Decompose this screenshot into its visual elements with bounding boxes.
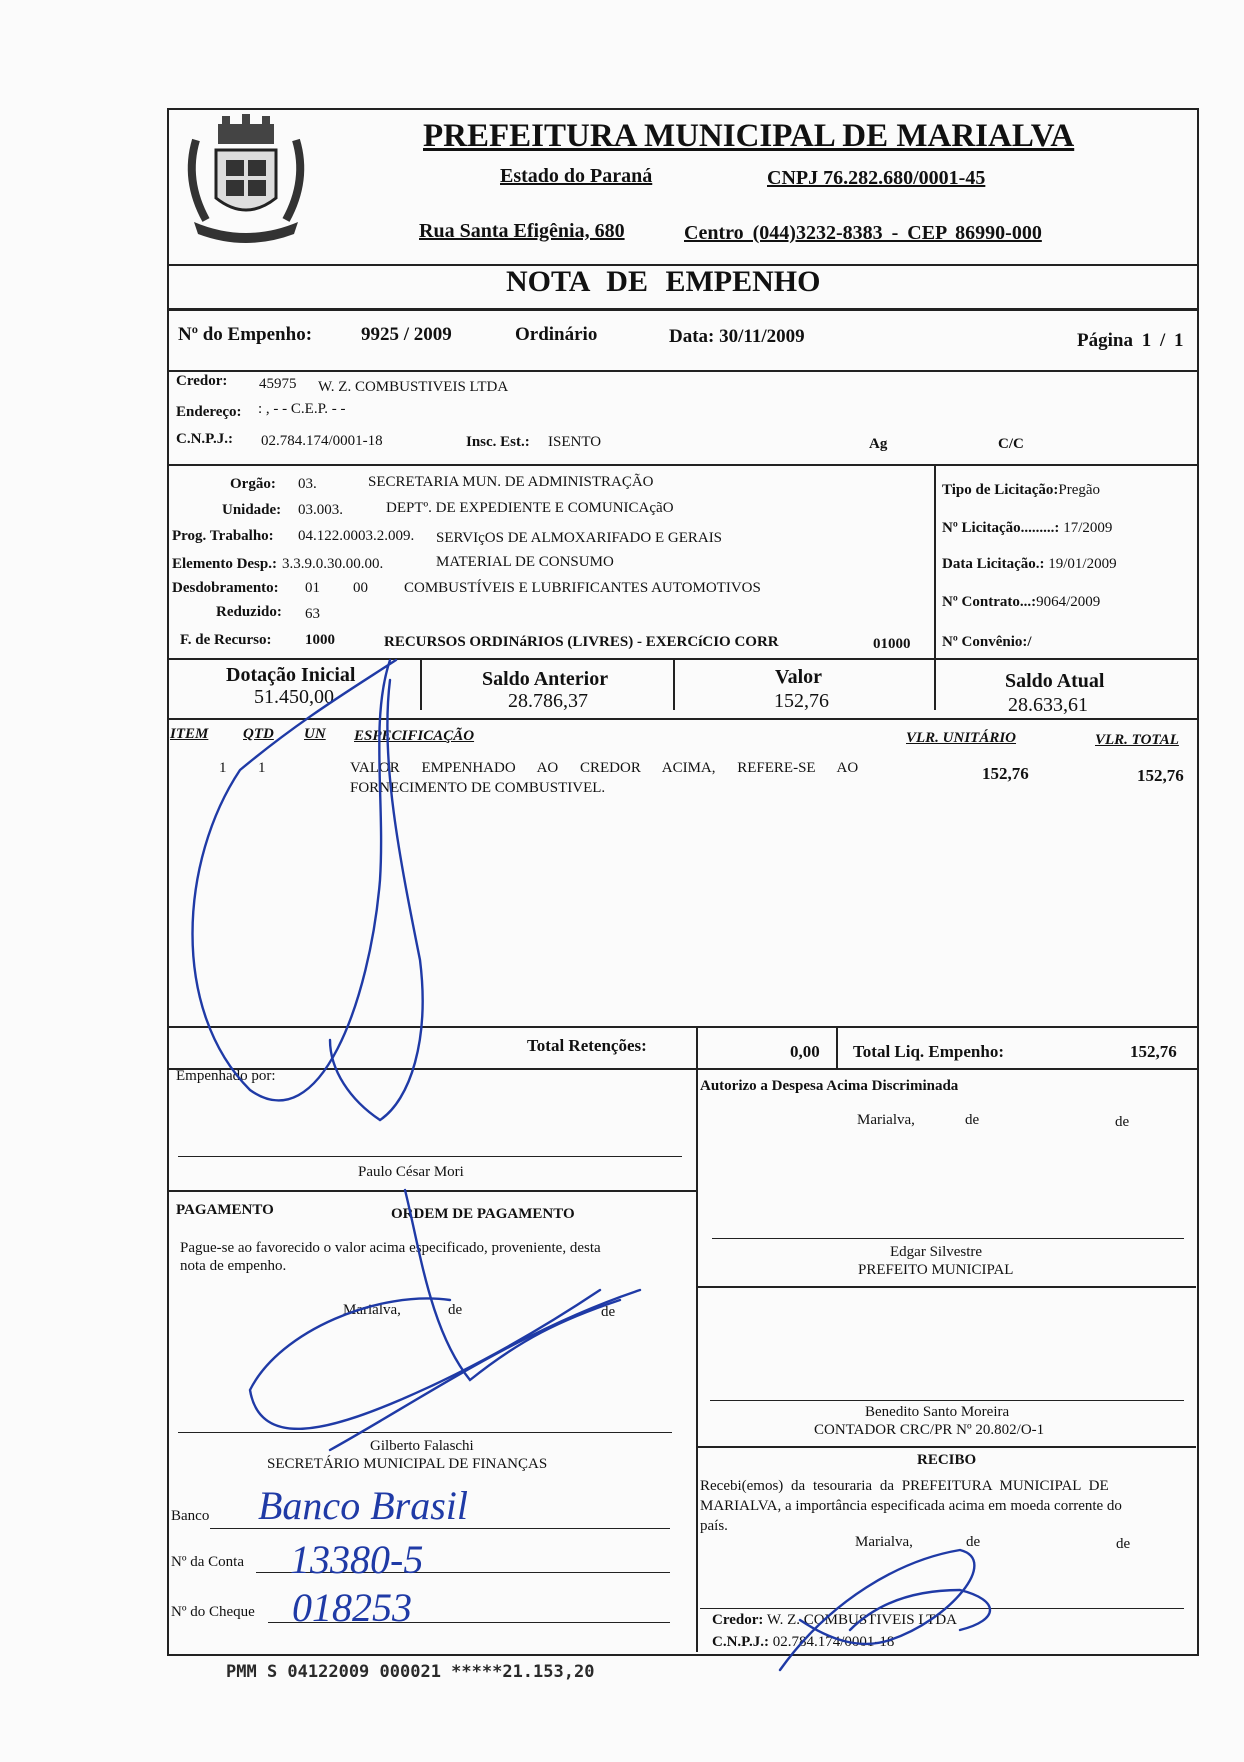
divider — [167, 1190, 697, 1192]
banco-label: Banco — [171, 1508, 210, 1524]
ag-label: Ag — [869, 436, 888, 452]
signature-line — [700, 1608, 1184, 1609]
recibo-de-2: de — [1116, 1536, 1131, 1552]
recibo-local: Marialva, — [855, 1534, 913, 1550]
licitacao-tipo-value: Pregão — [1058, 482, 1101, 498]
item-desc-line-2: FORNECIMENTO DE COMBUSTIVEL. — [350, 780, 606, 796]
pagamento-local: Marialva, — [343, 1302, 401, 1318]
recibo-credor-value: W. Z. COMBUSTIVEIS LTDA — [766, 1612, 958, 1628]
valor-value: 152,76 — [774, 690, 829, 712]
pagamento-de-1: de — [448, 1302, 463, 1318]
liquido-label: Total Liq. Empenho: — [853, 1042, 1004, 1061]
saldo-anterior-label: Saldo Anterior — [482, 668, 609, 690]
empenho-number: 9925 / 2009 — [361, 324, 452, 345]
signature-line — [178, 1156, 682, 1157]
reduzido-label: Reduzido: — [216, 604, 282, 620]
licitacao-data-label: Data Licitação.: — [942, 556, 1045, 572]
desdobramento-code-2: 00 — [353, 580, 368, 596]
divider — [696, 1446, 1196, 1448]
item-unit-value: 152,76 — [982, 764, 1029, 783]
licitacao-num-value: 17/2009 — [1063, 520, 1113, 536]
orgao-code: 03. — [298, 476, 317, 492]
divider — [167, 464, 1197, 466]
endereco-value: : , - - C.E.P. - - — [258, 401, 346, 417]
endereco-label: Endereço: — [176, 404, 242, 420]
saldo-atual-value: 28.633,61 — [1008, 694, 1088, 716]
financas-title: SECRETÁRIO MUNICIPAL DE FINANÇAS — [267, 1456, 548, 1472]
elemento-name: MATERIAL DE CONSUMO — [436, 554, 614, 570]
doc-title: NOTA DE EMPENHO — [506, 265, 821, 298]
signature-line — [178, 1432, 672, 1433]
recibo-label: RECIBO — [917, 1452, 977, 1468]
prefeito-title: PREFEITO MUNICIPAL — [858, 1262, 1014, 1278]
financas-name: Gilberto Falaschi — [370, 1438, 474, 1454]
col-total-header: VLR. TOTAL — [1095, 732, 1179, 748]
recibo-credor-label: Credor: — [712, 1612, 764, 1628]
divider — [167, 370, 1197, 372]
prog-label: Prog. Trabalho: — [172, 528, 274, 544]
street-label: Rua Santa Efigênia, 680 — [419, 220, 625, 242]
col-unitario-header: VLR. UNITÁRIO — [906, 730, 1017, 746]
col-especificacao-header: ESPECIFICAÇÃO — [354, 728, 475, 744]
credor-name: W. Z. COMBUSTIVEIS LTDA — [318, 379, 509, 395]
liquido-value: 152,76 — [1130, 1042, 1177, 1061]
licitacao-num-label: Nº Licitação.........: — [942, 520, 1060, 536]
desdobramento-label: Desdobramento: — [172, 580, 279, 596]
convenio-label: Nº Convênio:/ — [942, 634, 1032, 650]
fonte-label: F. de Recurso: — [180, 632, 272, 648]
cnpj-field-value: 02.784.174/0001-18 — [261, 433, 383, 449]
orgao-name: SECRETARIA MUN. DE ADMINISTRAÇÃO — [368, 474, 654, 490]
divider — [167, 1068, 1197, 1070]
unidade-label: Unidade: — [222, 502, 282, 518]
empenhado-label: Empenhado por: — [176, 1068, 276, 1084]
empenho-number-label: Nº do Empenho: — [178, 324, 313, 345]
col-qtd-header: QTD — [243, 726, 274, 742]
state-label: Estado do Paraná — [500, 165, 653, 187]
autorizo-local: Marialva, — [857, 1112, 915, 1128]
insc-label: Insc. Est.: — [466, 434, 530, 450]
fonte-name: RECURSOS ORDINáRIOS (LIVRES) - EXERCíCIO CORR — [384, 634, 779, 650]
contrato-value: 9064/2009 — [1036, 594, 1101, 610]
dotacao-label: Dotação Inicial — [226, 664, 356, 686]
address-label: Centro (044)3232-8383 - CEP 86990-000 — [684, 222, 1042, 244]
page-number: Página 1 / 1 — [1077, 330, 1184, 351]
ordem-label: ORDEM DE PAGAMENTO — [391, 1206, 575, 1222]
divider — [696, 1068, 698, 1652]
saldo-atual-label: Saldo Atual — [1005, 670, 1105, 692]
recibo-text-2: MARIALVA, a importância especificada acima em moeda corrente do — [700, 1498, 1122, 1514]
page-title: PREFEITURA MUNICIPAL DE MARIALVA — [423, 118, 1075, 154]
divider — [836, 1026, 838, 1070]
cnpj-label: CNPJ 76.282.680/0001-45 — [767, 167, 986, 189]
credor-code: 45975 — [259, 376, 297, 392]
cnpj-field-label: C.N.P.J.: — [176, 431, 233, 447]
banco-handwritten: Banco Brasil — [258, 1483, 468, 1528]
licitacao-data-value: 19/01/2009 — [1048, 556, 1117, 572]
pague-text-1: Pague-se ao favorecido o valor acima especificado, proveniente, desta — [180, 1240, 601, 1256]
fonte-number: 01000 — [873, 636, 911, 652]
dotacao-value: 51.450,00 — [254, 686, 334, 708]
contador-title: CONTADOR CRC/PR Nº 20.802/O-1 — [814, 1422, 1045, 1438]
col-un-header: UN — [304, 726, 326, 742]
pagamento-de-2: de — [601, 1304, 616, 1320]
item-desc-line-1: VALOR EMPENHADO AO CREDOR ACIMA, REFERE-SE AO — [350, 760, 859, 776]
footer-stamp: PMM S 04122009 000021 *****21.153,20 — [226, 1662, 595, 1682]
fonte-code: 1000 — [305, 632, 335, 648]
empenhado-name: Paulo César Mori — [358, 1164, 464, 1180]
conta-handwritten: 13380-5 — [290, 1537, 424, 1582]
retencoes-label: Total Retenções: — [527, 1036, 647, 1055]
signature-line — [712, 1238, 1184, 1239]
item-qtd: 1 — [258, 760, 266, 776]
retencoes-value: 0,00 — [790, 1042, 820, 1061]
divider — [673, 658, 675, 710]
signature-line — [710, 1400, 1184, 1401]
conta-label: Nº da Conta — [171, 1554, 244, 1570]
prefeito-name: Edgar Silvestre — [890, 1244, 983, 1260]
unidade-name: DEPTº. DE EXPEDIENTE E COMUNICAçãO — [386, 500, 674, 516]
recibo-text-3: país. — [700, 1518, 728, 1534]
divider — [934, 658, 936, 710]
unidade-code: 03.003. — [298, 502, 343, 518]
divider — [420, 658, 422, 710]
autorizo-label: Autorizo a Despesa Acima Discriminada — [700, 1078, 959, 1094]
saldo-anterior-value: 28.786,37 — [508, 690, 588, 712]
cc-label: C/C — [998, 436, 1024, 452]
reduzido-value: 63 — [305, 606, 320, 622]
elemento-code: 3.3.9.0.30.00.00. — [282, 556, 384, 572]
valor-label: Valor — [775, 666, 823, 688]
prog-name: SERVIçOS DE ALMOXARIFADO E GERAIS — [436, 530, 723, 546]
item-total-value: 152,76 — [1137, 766, 1184, 785]
credor-label: Credor: — [176, 373, 228, 389]
divider — [167, 658, 1197, 660]
elemento-label: Elemento Desp.: — [172, 556, 277, 572]
empenho-date: Data: 30/11/2009 — [669, 326, 805, 347]
item-number: 1 — [219, 760, 227, 776]
desdobramento-name: COMBUSTÍVEIS E LUBRIFICANTES AUTOMOTIVOS — [404, 580, 761, 596]
divider — [167, 1026, 1197, 1028]
cheque-label: Nº do Cheque — [171, 1604, 255, 1620]
autorizo-de-2: de — [1115, 1114, 1130, 1130]
desdobramento-code-1: 01 — [305, 580, 320, 596]
prog-code: 04.122.0003.2.009. — [298, 528, 415, 544]
coat-of-arms-icon — [176, 110, 316, 250]
contrato-label: Nº Contrato...: — [942, 594, 1037, 610]
empenho-type: Ordinário — [515, 324, 598, 345]
col-item-header: ITEM — [170, 726, 209, 742]
divider — [167, 718, 1197, 720]
insc-value: ISENTO — [548, 434, 602, 450]
recibo-cnpj-value: 02.784.174/0001-18 — [772, 1634, 895, 1650]
licitacao-tipo-label: Tipo de Licitação: — [942, 482, 1059, 498]
divider — [696, 1286, 1196, 1288]
orgao-label: Orgão: — [230, 476, 276, 492]
divider — [696, 1026, 698, 1070]
recibo-de-1: de — [966, 1534, 981, 1550]
contador-name: Benedito Santo Moreira — [865, 1404, 1010, 1420]
recibo-text-1: Recebi(emos) da tesouraria da PREFEITURA MUNICIPAL DE — [700, 1478, 1109, 1494]
pagamento-label: PAGAMENTO — [176, 1202, 274, 1218]
divider — [167, 308, 1197, 311]
autorizo-de-1: de — [965, 1112, 980, 1128]
cheque-handwritten: 018253 — [292, 1585, 412, 1630]
pague-text-2: nota de empenho. — [180, 1258, 287, 1274]
divider — [934, 464, 936, 659]
recibo-cnpj-label: C.N.P.J.: — [712, 1634, 769, 1650]
